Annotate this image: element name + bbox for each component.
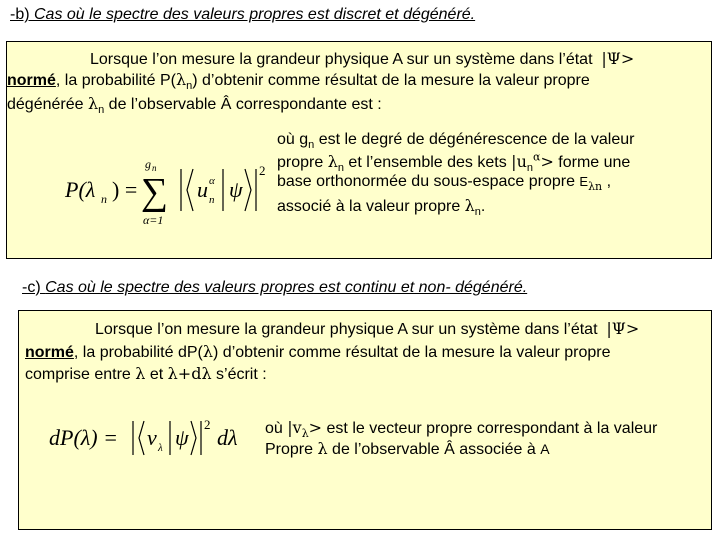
bra-v: v bbox=[147, 425, 157, 450]
section-b-line-1 bbox=[90, 49, 634, 70]
text: où g bbox=[277, 131, 309, 148]
section-b-note-2 bbox=[277, 152, 630, 173]
text: et l’ensemble des kets bbox=[343, 154, 512, 171]
sum-upper: g bbox=[145, 157, 151, 171]
section-c-line-2 bbox=[25, 342, 611, 363]
bra-left bbox=[187, 169, 193, 211]
lambda: λ bbox=[464, 196, 475, 215]
sup: α bbox=[533, 150, 541, 164]
text: Lorsque l’on mesure la grandeur physique A sur un système dans l’état bbox=[95, 321, 598, 338]
sub: n bbox=[474, 206, 481, 219]
text: base orthonormée du sous-espace propre bbox=[277, 173, 580, 190]
text: de l’observable Â associée à bbox=[327, 441, 541, 458]
ket-psi: |Ψ> bbox=[601, 49, 635, 68]
text: , la probabilité P( bbox=[55, 72, 176, 89]
text: propre bbox=[277, 154, 328, 171]
ket-psi-formula: ψ bbox=[229, 177, 243, 202]
section-c-title: Cas où le spectre des valeurs propres est continu et non- dégénéré. bbox=[45, 279, 528, 296]
text: associé à la valeur propre bbox=[277, 198, 465, 215]
text: s’écrit : bbox=[211, 366, 267, 383]
lambda: λ bbox=[327, 152, 338, 171]
text: Propre bbox=[265, 441, 318, 458]
lambda: λ bbox=[317, 439, 328, 458]
sub: n bbox=[308, 139, 315, 152]
text: et bbox=[145, 366, 168, 383]
formula-lhs: P(λ bbox=[65, 177, 96, 202]
eigenspace-e: E bbox=[579, 174, 589, 189]
bra-u: u bbox=[197, 177, 208, 202]
ket-end: > bbox=[308, 418, 323, 437]
lambda: λ bbox=[202, 342, 214, 361]
text: où bbox=[265, 420, 288, 437]
sub: λ bbox=[301, 427, 309, 441]
sub: n bbox=[98, 104, 105, 117]
sub: n bbox=[526, 162, 533, 175]
bra-u-sub: n bbox=[209, 194, 215, 206]
section-c-prefix: -c) bbox=[22, 279, 46, 296]
section-b-line-2 bbox=[7, 70, 590, 91]
section-c-note-1 bbox=[265, 418, 657, 439]
lambda: λ bbox=[201, 364, 212, 383]
text: dégénérée bbox=[7, 96, 88, 113]
section-b-note-1 bbox=[277, 130, 634, 150]
lambda: λ bbox=[87, 94, 99, 113]
power: 2 bbox=[259, 163, 266, 178]
plus-d: +d bbox=[177, 364, 202, 383]
text: est le degré de dégénérescence de la valeur bbox=[314, 131, 635, 148]
probability-formula-continuous bbox=[45, 409, 275, 469]
section-c-line-1 bbox=[95, 319, 639, 340]
section-b-note-4 bbox=[277, 196, 485, 217]
formula-lhs: dP(λ) = bbox=[49, 425, 118, 450]
probability-formula-discrete bbox=[57, 147, 287, 257]
section-c-note-2 bbox=[265, 439, 550, 460]
ket-psi: |Ψ> bbox=[606, 319, 640, 338]
section-c-line-3 bbox=[25, 364, 267, 385]
formula-lhs-end: ) = bbox=[112, 177, 138, 202]
text: , bbox=[602, 173, 612, 190]
bra-v-sub: λ bbox=[158, 442, 163, 454]
section-c-box bbox=[18, 310, 712, 530]
ket-psi-formula: ψ bbox=[175, 425, 189, 450]
sub: λn bbox=[588, 180, 603, 194]
ket: |u bbox=[511, 152, 527, 171]
text: . bbox=[480, 198, 486, 215]
ket-end: > bbox=[540, 152, 554, 171]
text: comprise entre bbox=[25, 366, 136, 383]
normed-word: normé bbox=[25, 344, 74, 361]
sum-lower: α=1 bbox=[143, 213, 164, 227]
bra-u-sup: α bbox=[209, 175, 215, 187]
text: ) d’obtenir comme résultat de la mesure la valeur propre bbox=[213, 344, 611, 361]
section-b-heading bbox=[10, 6, 475, 24]
sub: n bbox=[337, 162, 344, 175]
ket-right bbox=[245, 169, 251, 211]
text: ) d’obtenir comme résultat de la mesure la valeur propre bbox=[192, 72, 590, 89]
text: forme une bbox=[553, 154, 631, 171]
section-b-title: Cas où le spectre des valeurs propres est discret et dégénéré. bbox=[34, 6, 476, 23]
sum-sign: ∑ bbox=[141, 171, 169, 213]
text: , la probabilité dP( bbox=[73, 344, 203, 361]
section-b-note-3 bbox=[277, 172, 611, 192]
ket: |v bbox=[287, 418, 302, 437]
bra-left bbox=[139, 421, 144, 455]
section-b-line-3 bbox=[7, 94, 382, 115]
symbol-a: A bbox=[540, 441, 550, 457]
section-c-heading bbox=[22, 279, 527, 297]
formula-lhs-sub: n bbox=[101, 192, 107, 206]
text: est le vecteur propre correspondant à la valeur bbox=[322, 420, 658, 437]
normed-word: normé bbox=[7, 72, 56, 89]
text: Lorsque l’on mesure la grandeur physique A sur un système dans l’état bbox=[90, 51, 593, 68]
sub: n bbox=[186, 80, 193, 93]
power: 2 bbox=[204, 417, 211, 432]
text: de l’observable Â correspondante est : bbox=[104, 96, 382, 113]
lambda: λ bbox=[175, 70, 187, 89]
section-b-prefix: -b) bbox=[10, 6, 34, 23]
sum-upper-sub: n bbox=[152, 163, 157, 173]
ket-right bbox=[191, 421, 196, 455]
section-b-box bbox=[6, 41, 712, 259]
lambda: λ bbox=[135, 364, 146, 383]
formula-rhs: dλ bbox=[217, 425, 238, 450]
lambda: λ bbox=[167, 364, 178, 383]
